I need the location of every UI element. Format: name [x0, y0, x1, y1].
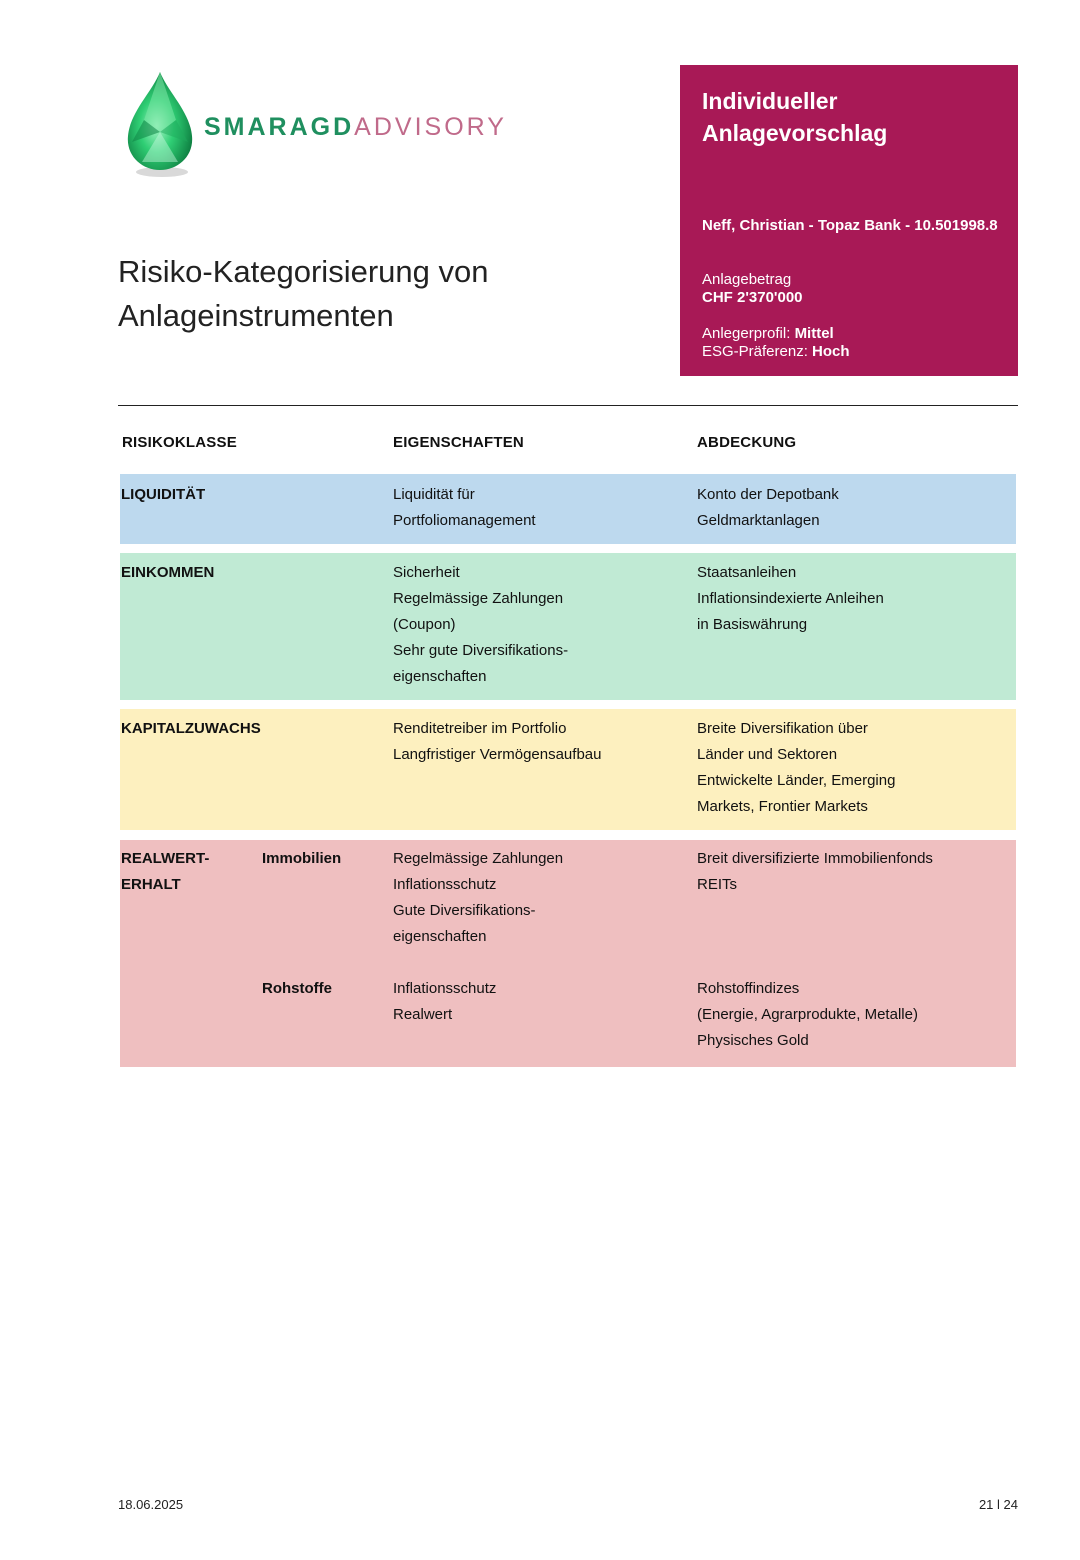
footer-date: 18.06.2025 [118, 1497, 184, 1512]
footer-page-number: 21 l 24 [978, 1497, 1018, 1512]
table-row-kapitalzuwachs [120, 709, 1016, 830]
risikoklasse-label: LIQUIDITÄT [121, 486, 206, 503]
abdeckung-line: Markets, Frontier Markets [697, 798, 868, 815]
abdeckung-cell [697, 976, 918, 1054]
eigenschaften-line: Realwert [393, 1006, 453, 1023]
abdeckung-line: Länder und Sektoren [697, 746, 838, 763]
brand-logo [122, 70, 507, 180]
brand-wordmark-part1: SMARAGD [204, 113, 355, 141]
eigenschaften-line: Regelmässige Zahlungen [393, 850, 564, 867]
risikoklasse-label: EINKOMMEN [121, 564, 215, 581]
abdeckung-line: Staatsanleihen [697, 564, 797, 581]
abdeckung-line: in Basiswährung [697, 616, 808, 633]
eigenschaften-line: Liquidität für [393, 486, 475, 503]
eigenschaften-line: eigenschaften [393, 928, 487, 945]
header-risikoklasse: RISIKOKLASSE [122, 434, 237, 451]
risikoklasse-label: KAPITALZUWACHS [121, 720, 261, 737]
abdeckung-cell [697, 482, 839, 534]
eigenschaften-cell [393, 976, 496, 1028]
abdeckung-line: Inflationsindexierte Anleihen [697, 590, 884, 607]
risikoklasse-line: REALWERT- [121, 850, 210, 867]
risikoklasse-label [121, 846, 209, 898]
eigenschaften-line: Renditetreiber im Portfolio [393, 720, 567, 737]
abdeckung-line: (Energie, Agrarprodukte, Metalle) [697, 1006, 918, 1023]
abdeckung-line: Konto der Depotbank [697, 486, 839, 503]
table-row-realwerterhalt [120, 840, 1016, 1067]
divider [118, 405, 1018, 406]
profile-label: Anlegerprofil: [702, 325, 791, 342]
amount-value: CHF 2'370'000 [702, 289, 803, 306]
abdeckung-line: Geldmarktanlagen [697, 512, 820, 529]
esg-label: ESG-Präferenz: [702, 343, 808, 360]
eigenschaften-cell [393, 560, 568, 690]
eigenschaften-line: Inflationsschutz [393, 980, 497, 997]
emerald-gem-icon [122, 70, 198, 180]
abdeckung-cell [697, 716, 895, 820]
table-row-einkommen [120, 553, 1016, 700]
brand-wordmark [204, 113, 507, 142]
subcategory-label: Rohstoffe [262, 980, 332, 997]
abdeckung-line: Rohstoffindizes [697, 980, 800, 997]
eigenschaften-line: Inflationsschutz [393, 876, 497, 893]
proposal-title-box [680, 65, 1018, 376]
page-title: Risiko-Kategorisierung von Anlageinstrumenten [118, 254, 489, 333]
table-row-liquiditaet [120, 474, 1016, 544]
abdeckung-cell [697, 560, 884, 638]
esg-value: Hoch [812, 343, 850, 360]
header-abdeckung: ABDECKUNG [697, 434, 797, 451]
eigenschaften-line: eigenschaften [393, 668, 487, 685]
abdeckung-line: Breite Diversifikation über [697, 720, 868, 737]
eigenschaften-cell [393, 846, 563, 950]
proposal-title: Individueller Anlagevorschlag [702, 88, 888, 146]
amount-label: Anlagebetrag [702, 271, 792, 288]
abdeckung-line: Physisches Gold [697, 1032, 809, 1049]
eigenschaften-line: Langfristiger Vermögensaufbau [393, 746, 602, 763]
eigenschaften-line: Portfoliomanagement [393, 512, 536, 529]
client-line: Neff, Christian - Topaz Bank - 10.501998.8 [702, 217, 998, 234]
eigenschaften-line: Gute Diversifikations- [393, 902, 536, 919]
profile-value: Mittel [794, 325, 834, 342]
brand-wordmark-part2: ADVISORY [354, 113, 507, 141]
eigenschaften-cell [393, 716, 601, 768]
eigenschaften-line: Sehr gute Diversifikations- [393, 642, 569, 659]
abdeckung-line: Entwickelte Länder, Emerging [697, 772, 896, 789]
eigenschaften-line: Sicherheit [393, 564, 460, 581]
abdeckung-cell [697, 846, 933, 898]
eigenschaften-line: (Coupon) [393, 616, 456, 633]
amount-block [702, 271, 803, 307]
profile-block [702, 325, 850, 361]
eigenschaften-line: Regelmässige Zahlungen [393, 590, 564, 607]
header-eigenschaften: EIGENSCHAFTEN [393, 434, 524, 451]
abdeckung-line: REITs [697, 876, 738, 893]
risikoklasse-line: ERHALT [121, 876, 181, 893]
eigenschaften-cell [393, 482, 536, 534]
abdeckung-line: Breit diversifizierte Immobilienfonds [697, 850, 933, 867]
subcategory-label: Immobilien [262, 850, 342, 867]
